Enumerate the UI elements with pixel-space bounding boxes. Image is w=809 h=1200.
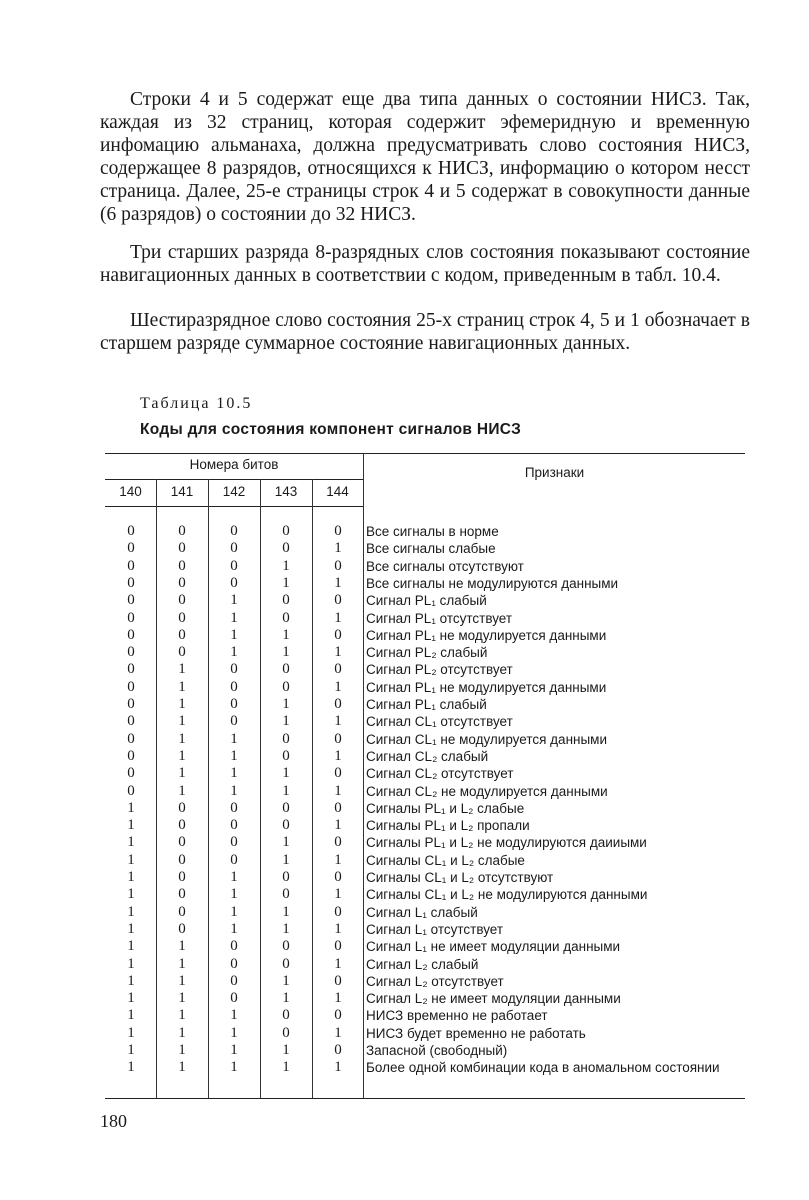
- bit-cell: 1: [230, 869, 238, 885]
- paragraph-2-text: Три старших разряда 8-разрядных слов состояния показывают состояние навигационных данных в соответствии с кодом, приведенным в табл. 10.4.: [100, 242, 750, 286]
- bit-cell: 1: [230, 644, 238, 661]
- bit-cell: 0: [127, 713, 135, 730]
- bit-header-143: 143: [274, 484, 298, 499]
- bit-cell: 0: [230, 540, 238, 557]
- signs-header: Признаки: [524, 465, 585, 480]
- bit-cell: 0: [334, 1007, 342, 1024]
- bit-cell: 1: [178, 1024, 186, 1041]
- sign-cell: Сигналы PL₁ и L₂ слабые: [366, 800, 525, 816]
- sign-cell: Сигналы PL₁ и L₂ не модулируются даииыми: [366, 835, 647, 851]
- bit-cell: 1: [230, 920, 238, 937]
- sign-cell: Сигнал PL₁ слабый: [366, 593, 487, 609]
- bit-cell: 1: [178, 955, 186, 972]
- bit-cell: 0: [230, 834, 238, 851]
- bit-cell: 0: [334, 592, 342, 609]
- bit-cell: 1: [178, 1007, 186, 1024]
- bit-cell: 1: [230, 903, 238, 920]
- bit-cell: 0: [230, 817, 238, 834]
- bit-cell: 0: [334, 557, 342, 574]
- bit-cell: 1: [334, 1059, 342, 1076]
- sign-cell: Сигналы CL₁ и L₂ отсутствуют: [366, 870, 554, 885]
- bit-cell: 1: [334, 990, 342, 1007]
- bit-cell: 0: [127, 574, 135, 591]
- bit-cell: 0: [127, 609, 135, 626]
- bit-cell: 1: [282, 990, 290, 1007]
- bit-cell: 1: [282, 920, 290, 937]
- bit-cell: 1: [178, 713, 186, 730]
- bit-cell: 1: [334, 886, 342, 903]
- bit-cell: 1: [127, 817, 135, 834]
- sign-cell: Сигнал CL₂ отсутствует: [366, 766, 514, 782]
- bit-cell: 1: [334, 644, 342, 661]
- bit-cell: 1: [178, 782, 186, 799]
- bit-cell: 1: [127, 972, 135, 989]
- bit-cell: 0: [230, 938, 238, 955]
- bit-cell: 1: [282, 834, 290, 851]
- sign-cell: Сигнал PL₁ отсутствует: [366, 610, 513, 626]
- bit-cell: 1: [334, 1024, 342, 1041]
- bit-cell: 0: [127, 765, 135, 782]
- bit-cell: 1: [230, 1007, 238, 1024]
- sign-cell: Сигнал L₂ слабый: [366, 956, 479, 972]
- sign-cell: Сигнал PL₂ отсутствует: [366, 662, 513, 678]
- sign-cell: Сигнал L₁ слабый: [366, 904, 478, 920]
- bit-cell: 0: [127, 592, 135, 609]
- bit-cell: 1: [178, 747, 186, 764]
- bit-cell: 1: [334, 574, 342, 591]
- bit-cell: 0: [178, 869, 186, 885]
- bit-cell: 1: [282, 574, 290, 591]
- bit-cell: 0: [127, 782, 135, 799]
- sign-cell: Сигнал L₁ отсутствует: [366, 921, 504, 937]
- sign-cell: Все сигналы не модулируются данными: [366, 575, 619, 591]
- sign-cell: НИСЗ будет временно не работать: [366, 1025, 586, 1041]
- bit-cell: 0: [334, 626, 342, 643]
- bit-cell: 0: [282, 730, 290, 747]
- bit-cell: 0: [334, 765, 342, 782]
- bit-cell: 1: [178, 661, 186, 678]
- sign-cell: Сигналы PL₁ и L₂ пропали: [366, 818, 530, 834]
- bit-cell: 0: [282, 799, 290, 816]
- bit-cell: 0: [282, 523, 290, 539]
- bit-header-141: 141: [170, 484, 194, 499]
- bit-cell: 1: [127, 1042, 135, 1058]
- bit-cell: 0: [178, 540, 186, 557]
- bit-cell: 1: [230, 1042, 238, 1058]
- bit-cell: 0: [230, 799, 238, 816]
- bit-cell: 0: [282, 592, 290, 609]
- bit-cell: 1: [334, 955, 342, 972]
- bit-cell: 0: [178, 817, 186, 834]
- sign-cell: Сигнал CL₂ слабый: [366, 748, 489, 764]
- bit-cell: 1: [178, 938, 186, 955]
- bit-cell: 1: [178, 972, 186, 989]
- bit-cell: 0: [334, 799, 342, 816]
- bit-cell: 0: [230, 678, 238, 695]
- codes-table: [105, 453, 745, 1099]
- bit-cell: 0: [282, 1007, 290, 1024]
- bit-cell: 1: [334, 851, 342, 868]
- table-number: Таблица 10.5: [140, 395, 253, 412]
- bit-cell: 1: [127, 1059, 135, 1076]
- sign-cell: Более одной комбинации кода в аномальном состоянии: [366, 1060, 720, 1076]
- bit-cell: 0: [230, 557, 238, 574]
- bit-cell: 0: [127, 626, 135, 643]
- bit-cell: 0: [282, 817, 290, 834]
- bit-cell: 1: [334, 817, 342, 834]
- bit-cell: 0: [178, 557, 186, 574]
- bit-cell: 0: [127, 747, 135, 764]
- bit-cell: 1: [230, 730, 238, 747]
- bit-cell: 0: [334, 730, 342, 747]
- bit-cell: 0: [178, 920, 186, 937]
- bit-group-rule: [105, 479, 363, 480]
- sign-cell: Сигнал PL₁ не модулируется данными: [366, 627, 607, 643]
- sign-cell: Сигнал CL₁ не модулируется данными: [366, 731, 608, 747]
- bit-cell: 0: [230, 972, 238, 989]
- bit-cell: 0: [282, 886, 290, 903]
- sign-cell: Сигнал CL₂ не модулируется данными: [366, 783, 608, 799]
- bit-cell: 1: [127, 903, 135, 920]
- sign-cell: Сигналы CL₁ и L₂ слабые: [366, 852, 525, 868]
- bit-cell: 1: [282, 626, 290, 643]
- bit-cell: 1: [230, 1024, 238, 1041]
- bit-cell: 0: [282, 1024, 290, 1041]
- bit-cell: 0: [230, 851, 238, 868]
- sign-cell: Сигнал PL₂ слабый: [366, 645, 488, 661]
- bit-cell: 0: [127, 696, 135, 712]
- bit-cell: 0: [178, 851, 186, 868]
- bit-cell: 0: [178, 574, 186, 591]
- bit-cell: 1: [178, 1059, 186, 1076]
- bit-cell: 0: [127, 661, 135, 678]
- bit-cell: 0: [178, 592, 186, 609]
- paragraph-2: [100, 241, 750, 287]
- bit-header-140: 140: [119, 484, 142, 499]
- bit-cell: 0: [178, 834, 186, 851]
- bit-cell: 0: [334, 696, 342, 712]
- bit-cell: 1: [127, 869, 135, 885]
- bit-cell: 0: [127, 678, 135, 695]
- bit-cell: 1: [282, 972, 290, 989]
- bit-cell: 1: [282, 713, 290, 730]
- bit-cell: 1: [230, 886, 238, 903]
- bit-cell: 0: [334, 938, 342, 955]
- bit-cell: 0: [282, 869, 290, 885]
- bit-cell: 1: [282, 644, 290, 661]
- bit-cell: 1: [127, 834, 135, 851]
- bit-cell: 1: [230, 609, 238, 626]
- bit-cell: 1: [127, 1024, 135, 1041]
- bit-cell: 1: [127, 886, 135, 903]
- bit-cell: 0: [178, 903, 186, 920]
- bit-cell: 1: [230, 747, 238, 764]
- bit-cell: 0: [127, 644, 135, 661]
- bit-cell: 1: [334, 540, 342, 557]
- page-number: 180: [100, 1111, 127, 1131]
- bit-cell: 0: [178, 644, 186, 661]
- bit-cell: 1: [334, 920, 342, 937]
- sign-cell: Сигнал L₁ не имеет модуляции данными: [366, 939, 621, 955]
- sign-cell: Сигнал PL₁ слабый: [366, 697, 487, 712]
- bit-cell: 0: [178, 523, 186, 539]
- bit-cell: 0: [334, 834, 342, 851]
- paragraph-1: [100, 88, 750, 226]
- bit-cell: 1: [178, 696, 186, 712]
- bit-cell: 1: [127, 938, 135, 955]
- bit-cell: 1: [178, 1042, 186, 1058]
- bit-cell: 0: [230, 713, 238, 730]
- bit-group-header: Номера битов: [189, 457, 279, 472]
- sign-cell: Сигнал CL₁ отсутствует: [366, 714, 513, 730]
- bit-cell: 0: [178, 799, 186, 816]
- bit-cell: 1: [282, 851, 290, 868]
- bit-cell: 0: [282, 747, 290, 764]
- bit-cell: 1: [282, 765, 290, 782]
- bit-cell: 0: [334, 972, 342, 989]
- bit-cell: 0: [282, 540, 290, 557]
- bit-cell: 1: [334, 782, 342, 799]
- sign-cell: НИСЗ временно не работает: [366, 1008, 548, 1024]
- sign-cell: Сигнал PL₁ не модулируется данными: [366, 679, 607, 695]
- bit-cell: 0: [334, 903, 342, 920]
- bit-cell: 0: [282, 678, 290, 695]
- bit-cell: 0: [127, 730, 135, 747]
- paragraph-3: [100, 309, 750, 355]
- bit-cell: 0: [334, 661, 342, 678]
- bit-cell: 1: [127, 1007, 135, 1024]
- bit-cell: 1: [178, 990, 186, 1007]
- bit-cell: 1: [334, 609, 342, 626]
- bit-cell: 0: [230, 955, 238, 972]
- bit-cell: 0: [230, 574, 238, 591]
- bit-cell: 1: [127, 851, 135, 868]
- bit-cell: 0: [282, 609, 290, 626]
- bit-cell: 1: [127, 990, 135, 1007]
- bit-cell: 1: [127, 955, 135, 972]
- bit-cell: 1: [230, 765, 238, 782]
- sign-cell: Сигнал L₂ не имеет модуляции данными: [366, 991, 621, 1007]
- bit-cell: 0: [178, 609, 186, 626]
- bit-cell: 1: [282, 696, 290, 712]
- sign-cell: Сигнал L₂ отсутствует: [366, 973, 504, 989]
- bit-cell: 1: [178, 730, 186, 747]
- bit-cell: 1: [127, 799, 135, 816]
- bit-cell: 0: [127, 557, 135, 574]
- bit-header-144: 144: [326, 484, 349, 499]
- table-bottom-rule: [105, 1098, 745, 1099]
- table-title: Коды для состояния компонент сигналов НИСЗ: [140, 421, 522, 438]
- header-bottom-rule: [105, 506, 363, 507]
- bit-header-142: 142: [222, 484, 246, 499]
- bit-cell: 1: [127, 920, 135, 937]
- sign-cell: Запасной (свободный): [366, 1043, 508, 1058]
- sign-cell: Все сигналы отсутствуют: [366, 558, 524, 574]
- sign-cell: Сигналы CL₁ и L₂ не модулируются данными: [366, 887, 648, 903]
- paragraph-1-text: Строки 4 и 5 содержат еще два типа данных о состоянии НИСЗ. Так, каждая из 32 страниц, которая содержит эфемеридную и временную инфомацию альманаха, должна предусматривать слово состояния НИСЗ, содержащее 8 разрядов, относящихся к НИСЗ, информацию о котором несст страница. Далее, 25-е страницы строк 4 и 5 содержат в совокупности данные (6 разрядов) о состоянии до 32 НИСЗ.: [100, 89, 750, 225]
- bit-cell: 0: [282, 661, 290, 678]
- sign-cell: Все сигналы слабые: [366, 541, 496, 557]
- bit-cell: 1: [282, 782, 290, 799]
- bit-cell: 0: [282, 938, 290, 955]
- bit-cell: 1: [282, 1059, 290, 1076]
- bit-cell: 1: [230, 1059, 238, 1076]
- bit-cell: 1: [178, 678, 186, 695]
- bit-cell: 1: [282, 557, 290, 574]
- sign-cell: Все сигналы в норме: [366, 524, 499, 539]
- bit-cell: 0: [178, 886, 186, 903]
- table-top-rule: [105, 453, 745, 454]
- bit-cell: 0: [230, 661, 238, 678]
- bit-cell: 0: [282, 955, 290, 972]
- bit-cell: 1: [282, 903, 290, 920]
- bit-cell: 0: [230, 990, 238, 1007]
- bit-cell: 0: [230, 523, 238, 539]
- bit-cell: 0: [178, 626, 186, 643]
- bit-cell: 0: [127, 523, 135, 539]
- bit-cell: 0: [127, 540, 135, 557]
- bit-cell: 1: [230, 782, 238, 799]
- bit-cell: 1: [230, 592, 238, 609]
- paragraph-3-text: Шестиразрядное слово состояния 25-х страниц строк 4, 5 и 1 обозначает в старшем разряде суммарное состояние навигационных данных.: [100, 310, 750, 354]
- bit-cell: 1: [334, 678, 342, 695]
- bit-cell: 0: [334, 523, 342, 539]
- bit-cell: 0: [334, 869, 342, 885]
- bit-cell: 1: [334, 747, 342, 764]
- bit-cell: 1: [282, 1042, 290, 1058]
- bit-cell: 1: [334, 713, 342, 730]
- bit-cell: 0: [334, 1042, 342, 1058]
- bit-cell: 0: [230, 696, 238, 712]
- bit-cell: 1: [178, 765, 186, 782]
- bit-cell: 1: [230, 626, 238, 643]
